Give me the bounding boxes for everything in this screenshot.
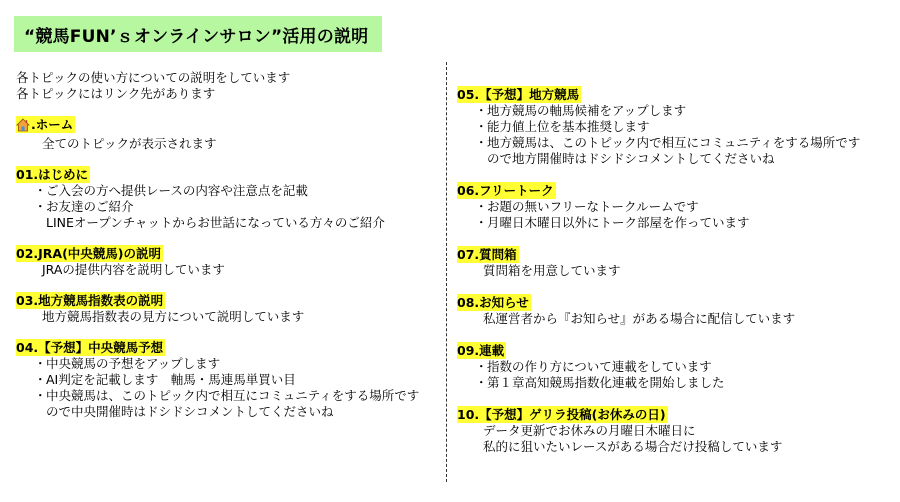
topic-section-01 (16, 166, 442, 231)
left-sections (16, 116, 442, 420)
intro-text (16, 70, 442, 102)
bullet-item: ・ お友達のご紹介 (16, 199, 442, 215)
topic-description (457, 263, 887, 279)
intro-line: 各トピックの使い方についての説明をしています (16, 70, 291, 85)
topic-heading-label: 04.【予想】中央競馬予想 (16, 339, 164, 355)
topic-description (16, 309, 442, 325)
topic-heading-label: 07.質問箱 (457, 247, 517, 262)
bullet-item: ・ AI判定を記載します 軸馬・馬連馬単買い目 (16, 372, 442, 388)
description-line: LINEオープンチャットからお世話になっている方々のご紹介 (46, 214, 385, 230)
description-line: JRAの提供内容を説明しています (42, 261, 225, 277)
topic-heading-home[interactable] (16, 116, 75, 133)
bullet-item: ・ 指数の作り方について連載をしています (457, 359, 887, 375)
topic-description (457, 103, 887, 167)
right-sections (457, 86, 887, 455)
description-line: 地方競馬指数表の見方について説明しています (42, 308, 305, 324)
bullet-item: ・ 地方競馬の軸馬候補をアップします (457, 103, 887, 119)
topic-heading-02[interactable] (16, 245, 163, 262)
description-line: 全てのトピックが表示されます (42, 135, 217, 151)
home-icon (16, 118, 30, 132)
page-title (14, 16, 382, 52)
topic-section-05 (457, 86, 887, 167)
topic-description (457, 311, 887, 327)
description-line: 私運営者から『お知らせ』がある場合に配信しています (483, 311, 796, 326)
topic-heading-04[interactable] (16, 339, 165, 356)
topic-description (457, 423, 887, 455)
bullet-item: ・ ご入会の方へ提供レースの内容や注意点を記載 (16, 183, 442, 199)
bullet-item: ・ お題の無いフリーなトークルームです (457, 199, 887, 215)
topic-section-04 (16, 339, 442, 420)
intro-line: 各トピックにはリンク先があります (16, 86, 216, 101)
topic-heading-label: 01.はじめに (16, 166, 89, 182)
topic-heading-08[interactable] (457, 294, 531, 311)
topic-heading-label: 05.【予想】地方競馬 (457, 87, 580, 102)
topic-heading-label: 03.地方競馬指数表の説明 (16, 292, 164, 308)
topic-description (16, 262, 442, 278)
topic-section-07 (457, 246, 887, 279)
topic-description (457, 199, 887, 231)
topic-heading-label: 02.JRA(中央競馬)の説明 (16, 245, 162, 261)
topic-description (16, 136, 442, 152)
topic-section-09 (457, 342, 887, 391)
topic-heading-label: 08.お知らせ (457, 295, 529, 310)
description-line: データ更新でお休みの月曜日木曜日に (483, 423, 696, 438)
topic-description (457, 359, 887, 391)
bullet-item: ・ 第１章高知競馬指数化連載を開始しました (457, 375, 887, 391)
left-column (16, 70, 442, 434)
description-line: 質問箱を用意しています (483, 263, 621, 278)
bullet-item: ・ 地方競馬は、このトピック内で相互にコミュニティをする場所です (457, 135, 887, 151)
topic-section-02 (16, 245, 442, 278)
description-line: 私的に狙いたいレースがある場合だけ投稿しています (483, 439, 783, 454)
column-divider (446, 62, 447, 482)
topic-heading-label: 09.連載 (457, 343, 505, 358)
topic-section-08 (457, 294, 887, 327)
topic-section-06 (457, 182, 887, 231)
topic-heading-01[interactable] (16, 166, 90, 183)
topic-heading-label: .ホーム (31, 117, 74, 132)
right-column (457, 86, 887, 470)
bullet-item: ・ 能力値上位を基本推奨します (457, 119, 887, 135)
bullet-item: ・ 中央競馬の予想をアップします (16, 356, 442, 372)
topic-heading-09[interactable] (457, 342, 506, 359)
topic-section-home (16, 116, 442, 152)
topic-heading-label: 06.フリートーク (457, 183, 554, 198)
topic-heading-label: 10.【予想】ゲリラ投稿(お休みの日) (457, 407, 666, 422)
topic-section-03 (16, 292, 442, 325)
topic-description (16, 183, 442, 231)
topic-heading-07[interactable] (457, 246, 519, 263)
topic-heading-05[interactable] (457, 86, 581, 103)
page-title-text: “競馬FUN’ｓオンラインサロン”活用の説明 (24, 26, 369, 47)
description-line: ので中央開催時はドシドシコメントしてくださいね (46, 403, 334, 419)
topic-heading-10[interactable] (457, 406, 668, 423)
topic-description (16, 356, 442, 420)
description-line: ので地方開催時はドシドシコメントしてくださいね (487, 151, 775, 166)
topic-heading-06[interactable] (457, 182, 556, 199)
topic-section-10 (457, 406, 887, 455)
topic-heading-03[interactable] (16, 292, 165, 309)
bullet-item: ・ 月曜日木曜日以外にトーク部屋を作っています (457, 215, 887, 231)
bullet-item: ・ 中央競馬は、このトピック内で相互にコミュニティをする場所です (16, 388, 442, 404)
